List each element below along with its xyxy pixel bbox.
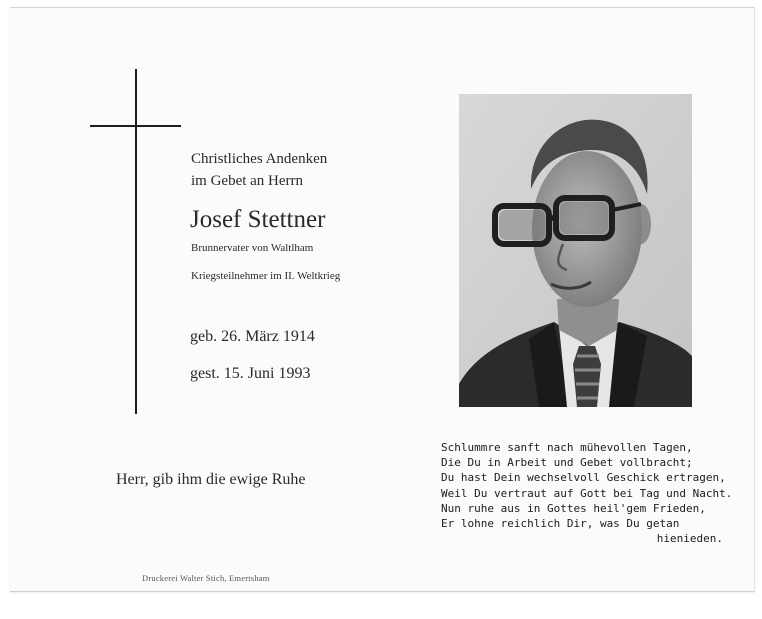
portrait-photo [459,94,692,407]
birth-date: geb. 26. März 1914 [190,328,315,345]
deceased-subtitle-1: Brunnervater von Waltlham [191,242,314,254]
portrait-illustration [459,94,692,407]
poem-line: Weil Du vertraut auf Gott bei Tag und Nacht. [441,486,733,500]
cross-vertical-bar [135,69,137,414]
prayer-line: Herr, gib ihm die ewige Ruhe [116,471,306,488]
deceased-name: Josef Stettner [190,206,326,233]
printer-credit: Druckerei Walter Stich, Emertsham [142,573,270,583]
poem-line: Du hast Dein wechselvoll Geschick ertragen, [441,471,726,485]
cross-horizontal-bar [90,125,181,127]
intro-line-2: im Gebet an Herrn [191,173,304,189]
memorial-card [10,7,755,592]
poem-line: Nun ruhe aus in Gottes heil'gem Frieden, [441,501,706,515]
intro-line-1: Christliches Andenken [191,151,328,167]
poem-line: Er lohne reichlich Dir, was Du getan [441,517,680,531]
poem-line: Schlummre sanft nach mühevollen Tagen, [441,441,693,454]
memorial-poem [441,440,733,546]
poem-last-line: hienieden. [656,532,723,546]
poem-line: Die Du in Arbeit und Gebet vollbracht; [441,456,693,470]
deceased-subtitle-2: Kriegsteilnehmer im II. Weltkrieg [191,270,341,282]
death-date: gest. 15. Juni 1993 [190,365,311,382]
